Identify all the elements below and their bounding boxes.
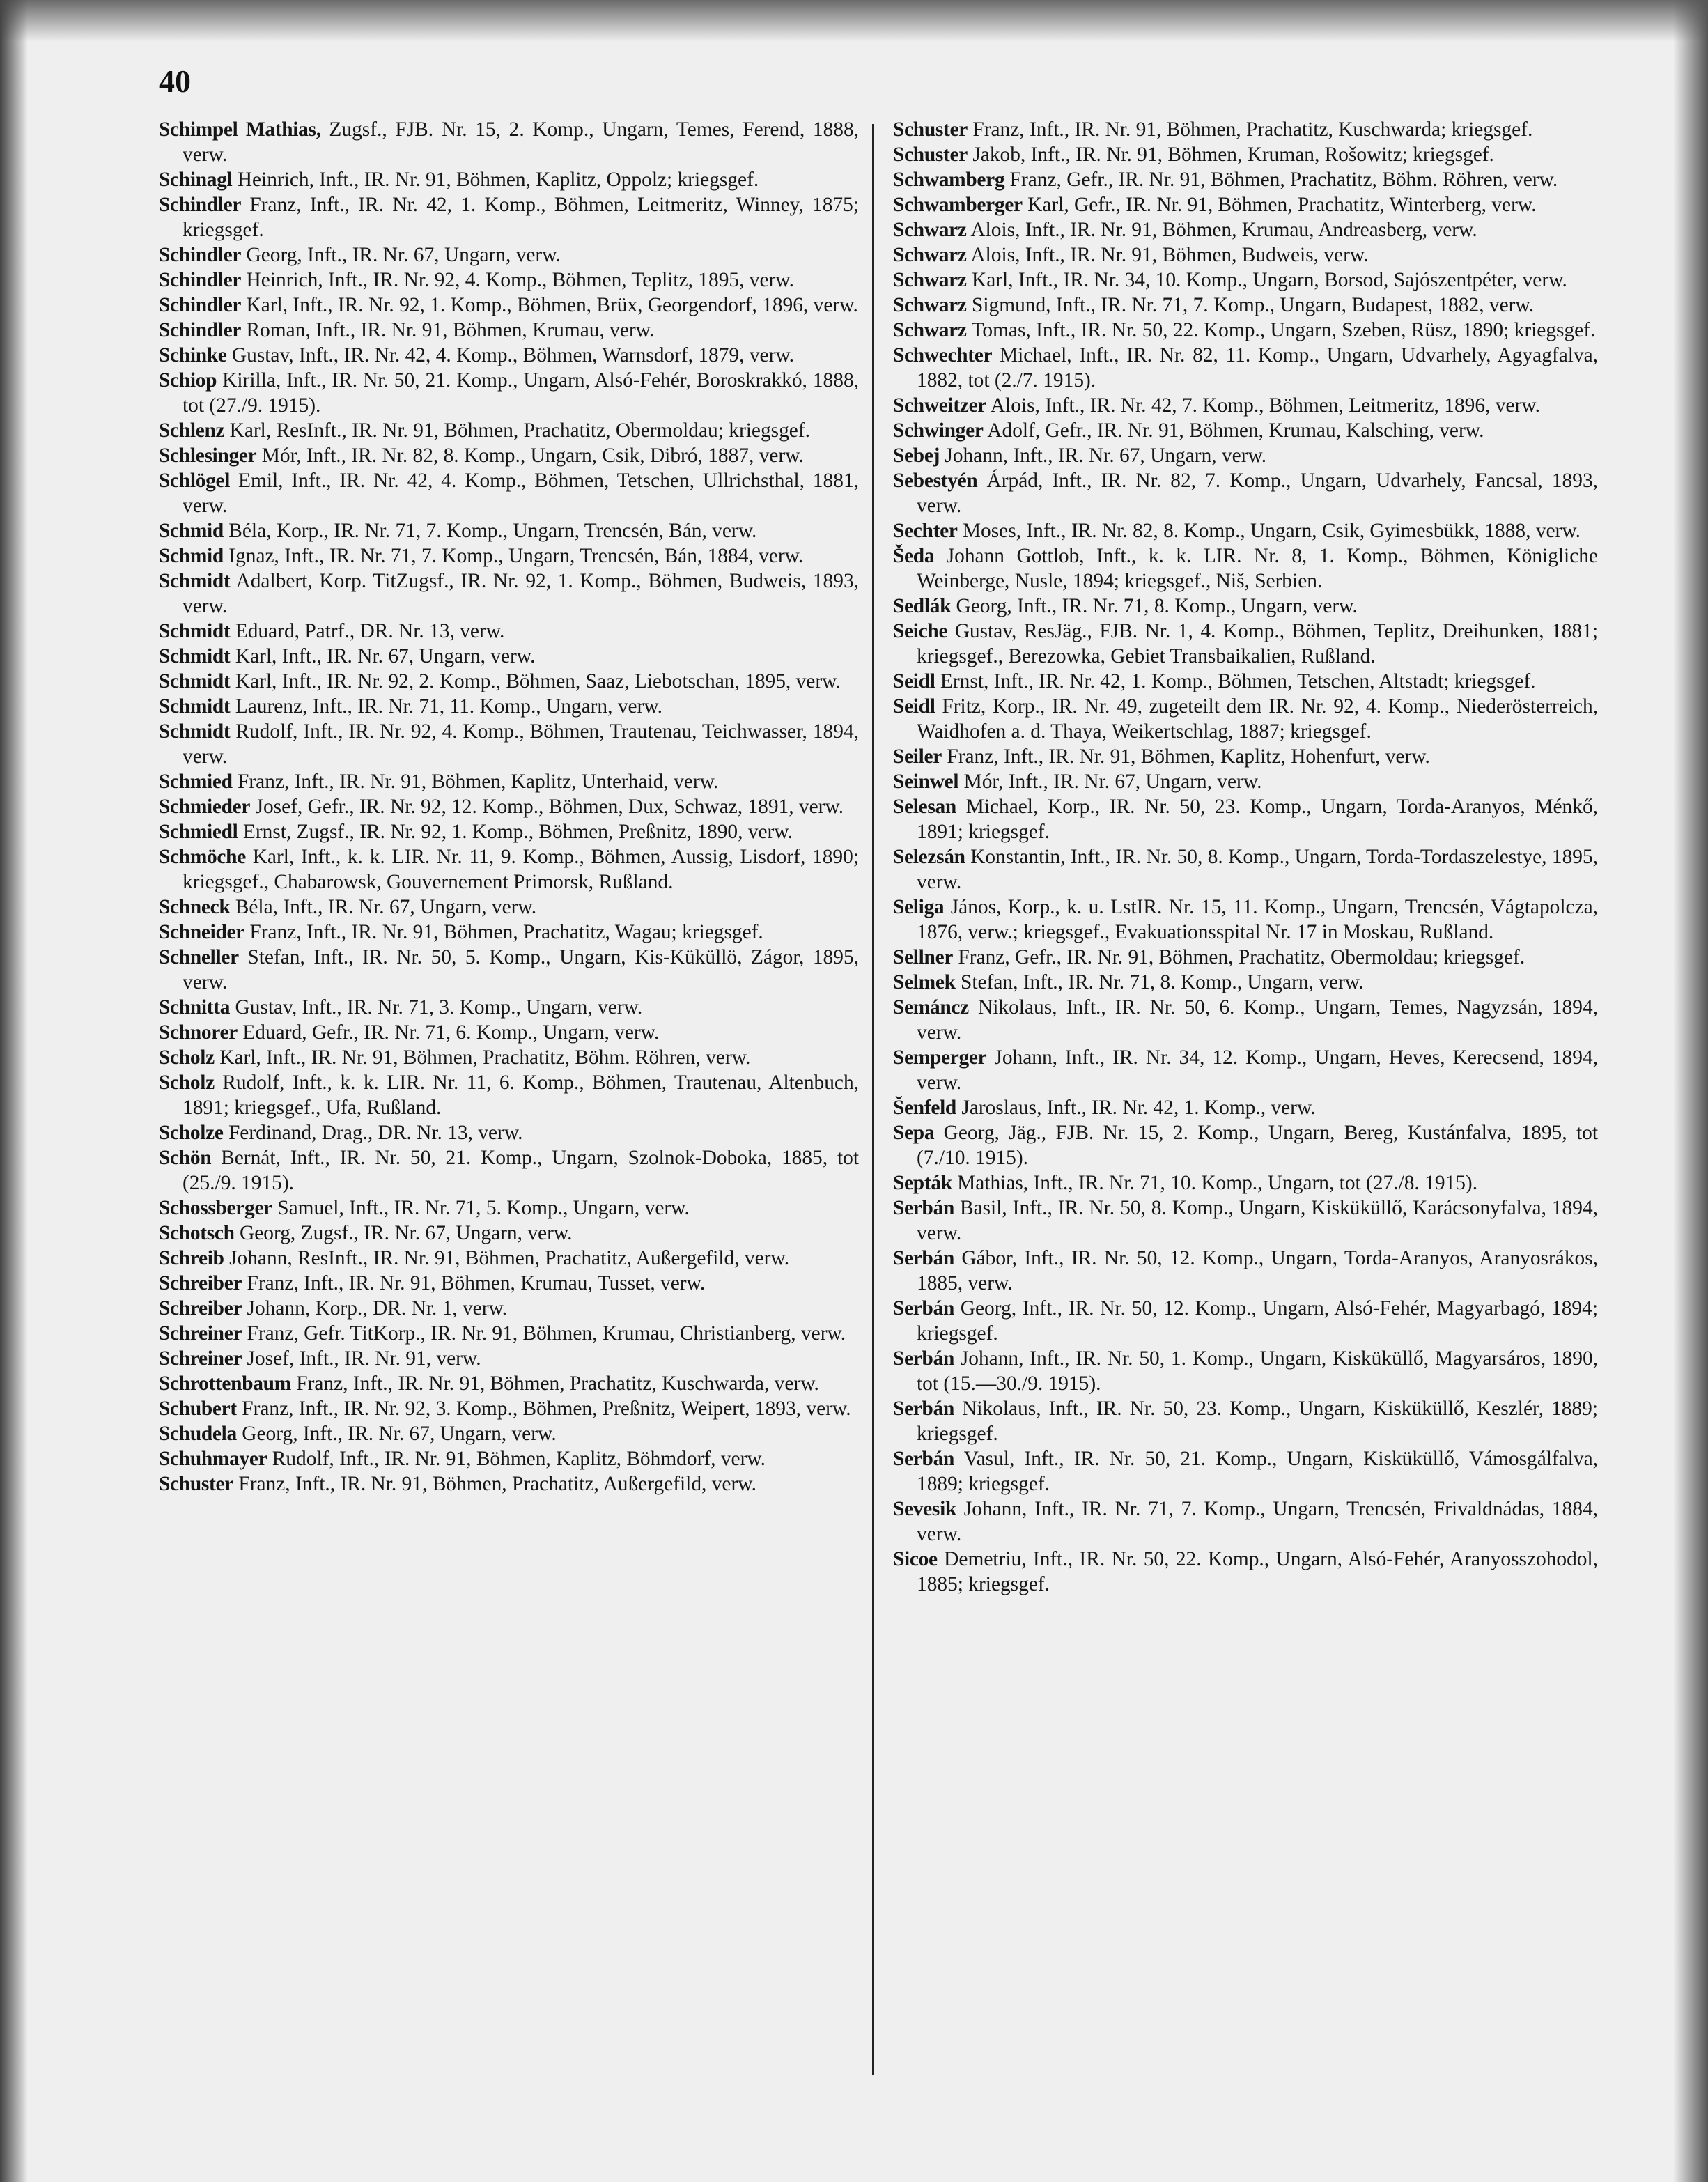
- list-entry: [159, 1371, 859, 1396]
- entry-details: Karl, Inft., IR. Nr. 67, Ungarn, verw.: [230, 645, 536, 667]
- entry-surname: Serbán: [893, 1247, 955, 1269]
- entry-surname: Seidl: [893, 670, 935, 692]
- list-entry: [159, 1196, 859, 1221]
- list-entry: [159, 669, 859, 694]
- entry-surname: Schön: [159, 1147, 212, 1169]
- entry-details: Bernát, Inft., IR. Nr. 50, 21. Komp., Ungarn, Szolnok-Doboka, 1885, tot (25./9. 1915).: [183, 1147, 859, 1194]
- entry-surname: Schreiner: [159, 1322, 242, 1345]
- list-entry: [893, 769, 1598, 794]
- list-entry: [159, 1471, 859, 1496]
- list-entry: [893, 844, 1598, 895]
- column-divider: [872, 124, 874, 2075]
- entry-surname: Serbán: [893, 1448, 955, 1470]
- entry-details: Georg, Inft., IR. Nr. 71, 8. Komp., Ungarn, verw.: [951, 595, 1358, 617]
- entry-details: Jaroslaus, Inft., IR. Nr. 42, 1. Komp., verw.: [956, 1097, 1316, 1119]
- entry-details: Ferdinand, Drag., DR. Nr. 13, verw.: [223, 1122, 523, 1144]
- list-entry: [159, 694, 859, 719]
- entry-details: Franz, Gefr. TitKorp., IR. Nr. 91, Böhmen, Krumau, Christianberg, verw.: [242, 1322, 846, 1345]
- entry-surname: Schmidt: [159, 645, 231, 667]
- list-entry: [159, 268, 859, 293]
- list-entry: [159, 1070, 859, 1120]
- entry-surname: Schmidt: [159, 670, 231, 692]
- scan-shadow-left: [0, 0, 28, 2182]
- entry-surname: Serbán: [893, 1398, 955, 1420]
- entry-surname: Šeda: [893, 545, 935, 567]
- entry-details: Johann, Inft., IR. Nr. 71, 7. Komp., Ungarn, Trencsén, Frivaldnádas, 1884, verw.: [917, 1498, 1598, 1545]
- entry-surname: Sedlák: [893, 595, 952, 617]
- entry-details: Mór, Inft., IR. Nr. 82, 8. Komp., Ungarn, Csik, Dibró, 1887, verw.: [256, 444, 804, 467]
- entry-surname: Serbán: [893, 1347, 955, 1370]
- entry-details: Johann, Inft., IR. Nr. 67, Ungarn, verw.: [940, 444, 1267, 467]
- entry-details: Karl, Inft., IR. Nr. 92, 1. Komp., Böhmen, Brüx, Georgendorf, 1896, verw.: [241, 294, 858, 316]
- list-entry: [159, 1145, 859, 1196]
- list-entry: [893, 1246, 1598, 1296]
- entry-surname: Schreiber: [159, 1297, 242, 1320]
- left-column: [159, 117, 859, 1496]
- list-entry: [159, 293, 859, 318]
- list-entry: [893, 468, 1598, 518]
- list-entry: [893, 1446, 1598, 1496]
- entry-details: Johann, Korp., DR. Nr. 1, verw.: [242, 1297, 508, 1320]
- page-number: 40: [159, 63, 191, 99]
- entry-surname: Schwarz: [893, 219, 967, 241]
- list-entry: [893, 594, 1598, 619]
- entry-details: Zugsf., FJB. Nr. 15, 2. Komp., Ungarn, Temes, Ferend, 1888, verw.: [183, 118, 859, 166]
- entry-surname: Scholze: [159, 1122, 224, 1144]
- entry-details: Ernst, Inft., IR. Nr. 42, 1. Komp., Böhmen, Tetschen, Altstadt; kriegsgef.: [935, 670, 1536, 692]
- entry-surname: Schlesinger: [159, 444, 257, 467]
- entry-surname: Schmid: [159, 545, 224, 567]
- entry-surname: Schinagl: [159, 169, 233, 191]
- entry-details: Mór, Inft., IR. Nr. 67, Ungarn, verw.: [958, 771, 1262, 793]
- entry-surname: Sicoe: [893, 1548, 938, 1570]
- entry-surname: Septák: [893, 1172, 952, 1194]
- entry-details: Nikolaus, Inft., IR. Nr. 50, 6. Komp., Ungarn, Temes, Nagyzsán, 1894, verw.: [917, 996, 1598, 1044]
- entry-details: Alois, Inft., IR. Nr. 42, 7. Komp., Böhmen, Leitmeritz, 1896, verw.: [986, 394, 1540, 417]
- entry-details: Eduard, Gefr., IR. Nr. 71, 6. Komp., Ungarn, verw.: [237, 1021, 660, 1044]
- entry-details: Franz, Inft., IR. Nr. 91, Böhmen, Prachatitz, Wagau; kriegsgef.: [244, 921, 763, 943]
- list-entry: [159, 192, 859, 242]
- entry-surname: Schmiedl: [159, 821, 238, 843]
- list-entry: [893, 895, 1598, 945]
- list-entry: [159, 1120, 859, 1145]
- entry-details: Emil, Inft., IR. Nr. 42, 4. Komp., Böhmen, Tetschen, Ullrichsthal, 1881, verw.: [183, 470, 859, 517]
- list-entry: [893, 1296, 1598, 1346]
- entry-surname: Schotsch: [159, 1222, 235, 1244]
- entry-details: Franz, Inft., IR. Nr. 91, Böhmen, Prachatitz, Kuschwarda; kriegsgef.: [968, 118, 1533, 141]
- entry-details: Sigmund, Inft., IR. Nr. 71, 7. Komp., Ungarn, Budapest, 1882, verw.: [966, 294, 1535, 316]
- entry-details: Georg, Inft., IR. Nr. 50, 12. Komp., Ungarn, Alsó-Fehér, Magyarbagó, 1894; kriegsgef.: [917, 1297, 1598, 1345]
- list-entry: [893, 694, 1598, 744]
- entry-surname: Sebej: [893, 444, 940, 467]
- list-entry: [159, 644, 859, 669]
- entry-surname: Schmidt: [159, 620, 231, 642]
- entry-details: Georg, Jäg., FJB. Nr. 15, 2. Komp., Ungarn, Bereg, Kustánfalva, 1895, tot (7./10. 1915).: [917, 1122, 1598, 1169]
- right-column: [893, 117, 1598, 1597]
- list-entry: [893, 794, 1598, 844]
- entry-details: Tomas, Inft., IR. Nr. 50, 22. Komp., Ungarn, Szeben, Rüsz, 1890; kriegsgef.: [966, 319, 1596, 341]
- entry-surname: Schmöche: [159, 846, 246, 868]
- list-entry: [159, 1321, 859, 1346]
- list-entry: [893, 619, 1598, 669]
- entry-surname: Schwechter: [893, 344, 993, 366]
- entry-surname: Sechter: [893, 520, 958, 542]
- entry-details: Franz, Inft., IR. Nr. 42, 1. Komp., Böhmen, Leitmeritz, Winney, 1875; kriegsgef.: [183, 194, 859, 241]
- entry-surname: Schweitzer: [893, 394, 987, 417]
- entry-details: Johann, Inft., IR. Nr. 34, 12. Komp., Ungarn, Heves, Kerecsend, 1894, verw.: [917, 1046, 1598, 1094]
- list-entry: [893, 1045, 1598, 1095]
- list-entry: [159, 995, 859, 1020]
- entry-details: Franz, Inft., IR. Nr. 92, 3. Komp., Böhmen, Preßnitz, Weipert, 1893, verw.: [236, 1398, 851, 1420]
- entry-surname: Schuster: [893, 144, 968, 166]
- list-entry: [893, 1346, 1598, 1396]
- entry-surname: Semáncz: [893, 996, 969, 1019]
- entry-details: Karl, Gefr., IR. Nr. 91, Böhmen, Prachatitz, Winterberg, verw.: [1022, 194, 1537, 216]
- entry-surname: Schuster: [159, 1473, 233, 1495]
- entry-surname: Schwarz: [893, 319, 967, 341]
- entry-surname: Schmied: [159, 771, 233, 793]
- entry-surname: Serbán: [893, 1297, 955, 1320]
- entry-surname: Šenfeld: [893, 1097, 956, 1119]
- list-entry: [159, 619, 859, 644]
- entry-details: Eduard, Patrf., DR. Nr. 13, verw.: [230, 620, 505, 642]
- list-entry: [893, 669, 1598, 694]
- list-entry: [893, 443, 1598, 468]
- list-entry: [893, 1396, 1598, 1446]
- entry-details: Alois, Inft., IR. Nr. 91, Böhmen, Krumau, Andreasberg, verw.: [966, 219, 1477, 241]
- entry-surname: Schiop: [159, 369, 217, 392]
- list-entry: [159, 242, 859, 268]
- entry-details: Michael, Inft., IR. Nr. 82, 11. Komp., Ungarn, Udvarhely, Agyagfalva, 1882, tot (2./7. 1915).: [917, 344, 1598, 392]
- entry-surname: Selmek: [893, 971, 956, 993]
- scan-shadow-right: [1673, 0, 1708, 2182]
- entry-details: Josef, Gefr., IR. Nr. 92, 12. Komp., Böhmen, Dux, Schwaz, 1891, verw.: [250, 796, 844, 818]
- entry-details: Nikolaus, Inft., IR. Nr. 50, 23. Komp., Ungarn, Kisküküllő, Keszlér, 1889; kriegsgef.: [917, 1398, 1598, 1445]
- list-entry: [893, 293, 1598, 318]
- list-entry: [893, 318, 1598, 343]
- entry-details: Franz, Inft., IR. Nr. 91, Böhmen, Kaplitz, Hohenfurt, verw.: [942, 745, 1430, 768]
- list-entry: [893, 744, 1598, 769]
- list-entry: [159, 343, 859, 368]
- entry-details: Roman, Inft., IR. Nr. 91, Böhmen, Krumau, verw.: [241, 319, 655, 341]
- entry-surname: Schwarz: [893, 294, 967, 316]
- entry-details: Adalbert, Korp. TitZugsf., IR. Nr. 92, 1. Komp., Böhmen, Budweis, 1893, verw.: [183, 570, 859, 617]
- list-entry: [159, 568, 859, 619]
- entry-details: Samuel, Inft., IR. Nr. 71, 5. Komp., Ungarn, verw.: [272, 1197, 690, 1219]
- entry-details: Vasul, Inft., IR. Nr. 50, 21. Komp., Ungarn, Kisküküllő, Vámosgálfalva, 1889; kriegsgef.: [917, 1448, 1598, 1495]
- entry-details: Laurenz, Inft., IR. Nr. 71, 11. Komp., Ungarn, verw.: [230, 695, 663, 718]
- entry-details: Alois, Inft., IR. Nr. 91, Böhmen, Budweis, verw.: [966, 244, 1369, 266]
- entry-details: Heinrich, Inft., IR. Nr. 91, Böhmen, Kaplitz, Oppolz; kriegsgef.: [232, 169, 759, 191]
- entry-surname: Selesan: [893, 796, 956, 818]
- entry-surname: Schreiner: [159, 1347, 242, 1370]
- list-entry: [159, 945, 859, 995]
- entry-details: Konstantin, Inft., IR. Nr. 50, 8. Komp., Ungarn, Torda-Tordaszelestye, 1895, verw.: [917, 846, 1598, 893]
- entry-surname: Scholz: [159, 1046, 215, 1069]
- entry-surname: Schmieder: [159, 796, 251, 818]
- entry-details: Georg, Inft., IR. Nr. 67, Ungarn, verw.: [236, 1423, 557, 1445]
- entry-details: Franz, Inft., IR. Nr. 91, Böhmen, Prachatitz, Kuschwarda, verw.: [290, 1372, 819, 1395]
- entry-surname: Schindler: [159, 319, 242, 341]
- list-entry: [159, 1045, 859, 1070]
- list-entry: [159, 443, 859, 468]
- list-entry: [159, 368, 859, 418]
- entry-surname: Schwamberg: [893, 169, 1005, 191]
- entry-details: Johann Gottlob, Inft., k. k. LIR. Nr. 8, 1. Komp., Böhmen, Königliche Weinberge, Nusle, 1894; kriegsgef., Niš, Serbien.: [917, 545, 1598, 592]
- entry-details: Rudolf, Inft., k. k. LIR. Nr. 11, 6. Komp., Böhmen, Trautenau, Altenbuch, 1891; kriegsgef., Ufa, Rußland.: [183, 1071, 859, 1119]
- entry-surname: Schindler: [159, 244, 242, 266]
- entry-details: Gábor, Inft., IR. Nr. 50, 12. Komp., Ungarn, Torda-Aranyos, Aranyosrákos, 1885, verw.: [917, 1247, 1598, 1294]
- entry-surname: Schwarz: [893, 244, 967, 266]
- entry-surname: Seinwel: [893, 771, 959, 793]
- entry-surname: Sevesik: [893, 1498, 956, 1520]
- list-entry: [893, 1547, 1598, 1597]
- entry-details: Karl, Inft., IR. Nr. 91, Böhmen, Prachatitz, Böhm. Röhren, verw.: [214, 1046, 751, 1069]
- entry-surname: Schneider: [159, 921, 245, 943]
- entry-surname: Schnitta: [159, 996, 231, 1019]
- entry-surname: Schmid: [159, 520, 224, 542]
- entry-details: Rudolf, Inft., IR. Nr. 91, Böhmen, Kaplitz, Böhmdorf, verw.: [267, 1448, 766, 1470]
- entry-surname: Schindler: [159, 294, 242, 316]
- list-entry: [159, 1421, 859, 1446]
- entry-surname: Sepa: [893, 1122, 935, 1144]
- entry-surname: Schneck: [159, 896, 231, 918]
- list-entry: [893, 995, 1598, 1045]
- list-entry: [893, 217, 1598, 242]
- entry-surname: Serbán: [893, 1197, 955, 1219]
- list-entry: [893, 242, 1598, 268]
- entry-details: Ignaz, Inft., IR. Nr. 71, 7. Komp., Ungarn, Trencsén, Bán, 1884, verw.: [223, 545, 804, 567]
- list-entry: [159, 1221, 859, 1246]
- entry-surname: Schossberger: [159, 1197, 272, 1219]
- entry-surname: Scholz: [159, 1071, 215, 1094]
- list-entry: [159, 543, 859, 568]
- entry-details: Gustav, ResJäg., FJB. Nr. 1, 4. Komp., Böhmen, Teplitz, Dreihunken, 1881; kriegsgef., Berezowka, Gebiet Transbaikalien, Rußland.: [917, 620, 1598, 667]
- list-entry: [159, 1271, 859, 1296]
- entry-surname: Seidl: [893, 695, 935, 718]
- entry-details: Stefan, Inft., IR. Nr. 50, 5. Komp., Ungarn, Kis-Küküllö, Zágor, 1895, verw.: [183, 946, 859, 993]
- entry-surname: Semperger: [893, 1046, 987, 1069]
- entry-details: Johann, ResInft., IR. Nr. 91, Böhmen, Prachatitz, Außergefild, verw.: [224, 1247, 790, 1269]
- entry-surname: Seiler: [893, 745, 942, 768]
- entry-details: Josef, Inft., IR. Nr. 91, verw.: [242, 1347, 481, 1370]
- entry-surname: Schinke: [159, 344, 227, 366]
- entry-details: Karl, Inft., IR. Nr. 34, 10. Komp., Ungarn, Borsod, Sajószentpéter, verw.: [966, 269, 1567, 291]
- list-entry: [159, 1446, 859, 1471]
- list-entry: [159, 1020, 859, 1045]
- list-entry: [893, 1095, 1598, 1120]
- list-entry: [159, 468, 859, 518]
- entry-surname: Schuhmayer: [159, 1448, 267, 1470]
- entry-surname: Schrottenbaum: [159, 1372, 291, 1395]
- entry-surname: Schindler: [159, 194, 242, 216]
- entry-surname: Seliga: [893, 896, 945, 918]
- entry-details: Béla, Korp., IR. Nr. 71, 7. Komp., Ungarn, Trencsén, Bán, verw.: [223, 520, 757, 542]
- entry-details: Franz, Inft., IR. Nr. 91, Böhmen, Krumau, Tusset, verw.: [242, 1272, 706, 1294]
- list-entry: [893, 1170, 1598, 1196]
- list-entry: [159, 794, 859, 819]
- entry-surname: Schreib: [159, 1247, 224, 1269]
- entry-details: Franz, Gefr., IR. Nr. 91, Böhmen, Prachatitz, Böhm. Röhren, verw.: [1004, 169, 1558, 191]
- entry-details: Karl, Inft., IR. Nr. 92, 2. Komp., Böhmen, Saaz, Liebotschan, 1895, verw.: [230, 670, 841, 692]
- entry-details: Georg, Zugsf., IR. Nr. 67, Ungarn, verw.: [234, 1222, 573, 1244]
- list-entry: [159, 1396, 859, 1421]
- list-entry: [159, 1246, 859, 1271]
- entry-details: Georg, Inft., IR. Nr. 67, Ungarn, verw.: [241, 244, 561, 266]
- entry-details: Fritz, Korp., IR. Nr. 49, zugeteilt dem IR. Nr. 92, 4. Komp., Niederösterreich, Waidhofen a. d. Thaya, Weikertschlag, 1887; kriegsgef.: [917, 695, 1598, 743]
- list-entry: [893, 945, 1598, 970]
- list-entry: [893, 970, 1598, 995]
- list-entry: [893, 142, 1598, 167]
- entry-details: Gustav, Inft., IR. Nr. 71, 3. Komp., Ungarn, verw.: [230, 996, 643, 1019]
- entry-surname: Schmidt: [159, 695, 231, 718]
- entry-details: Gustav, Inft., IR. Nr. 42, 4. Komp., Böhmen, Warnsdorf, 1879, verw.: [226, 344, 795, 366]
- entry-details: Karl, ResInft., IR. Nr. 91, Böhmen, Prachatitz, Obermoldau; kriegsgef.: [224, 419, 810, 442]
- list-entry: [159, 167, 859, 192]
- entry-surname: Schwarz: [893, 269, 967, 291]
- entry-details: Franz, Inft., IR. Nr. 91, Böhmen, Prachatitz, Außergefild, verw.: [233, 1473, 756, 1495]
- list-entry: [159, 1346, 859, 1371]
- list-entry: [159, 117, 859, 167]
- list-entry: [893, 1496, 1598, 1547]
- entry-surname: Schwinger: [893, 419, 984, 442]
- list-entry: [893, 518, 1598, 543]
- scan-shadow-top: [0, 0, 1708, 42]
- list-entry: [893, 343, 1598, 393]
- entry-surname: Schmidt: [159, 570, 231, 592]
- list-entry: [893, 167, 1598, 192]
- entry-details: Rudolf, Inft., IR. Nr. 92, 4. Komp., Böhmen, Trautenau, Teichwasser, 1894, verw.: [183, 720, 859, 768]
- entry-details: Heinrich, Inft., IR. Nr. 92, 4. Komp., Böhmen, Teplitz, 1895, verw.: [241, 269, 794, 291]
- entry-details: Jakob, Inft., IR. Nr. 91, Böhmen, Kruman, Rošowitz; kriegsgef.: [968, 144, 1494, 166]
- entry-surname: Schlenz: [159, 419, 225, 442]
- list-entry: [893, 543, 1598, 594]
- list-entry: [159, 769, 859, 794]
- entry-details: Franz, Inft., IR. Nr. 91, Böhmen, Kaplitz, Unterhaid, verw.: [232, 771, 719, 793]
- entry-surname: Schimpel Mathias,: [159, 118, 321, 141]
- entry-surname: Schmidt: [159, 720, 231, 743]
- list-entry: [159, 895, 859, 920]
- list-entry: [159, 518, 859, 543]
- entry-details: Béla, Inft., IR. Nr. 67, Ungarn, verw.: [230, 896, 537, 918]
- entry-surname: Schuster: [893, 118, 968, 141]
- list-entry: [159, 819, 859, 844]
- entry-surname: Schudela: [159, 1423, 237, 1445]
- list-entry: [159, 719, 859, 769]
- list-entry: [893, 418, 1598, 443]
- entry-details: Karl, Inft., k. k. LIR. Nr. 11, 9. Komp., Böhmen, Aussig, Lisdorf, 1890; kriegsgef., Chabarowsk, Gouvernement Primorsk, Rußland.: [183, 846, 859, 893]
- entry-details: Stefan, Inft., IR. Nr. 71, 8. Komp., Ungarn, verw.: [955, 971, 1364, 993]
- entry-surname: Schubert: [159, 1398, 237, 1420]
- entry-details: Demetriu, Inft., IR. Nr. 50, 22. Komp., Ungarn, Alsó-Fehér, Aranyosszohodol, 1885; kriegsgef.: [917, 1548, 1598, 1595]
- list-entry: [893, 268, 1598, 293]
- entry-details: Moses, Inft., IR. Nr. 82, 8. Komp., Ungarn, Csik, Gyimesbükk, 1888, verw.: [957, 520, 1581, 542]
- list-entry: [159, 418, 859, 443]
- list-entry: [893, 393, 1598, 418]
- list-entry: [159, 920, 859, 945]
- entry-details: Árpád, Inft., IR. Nr. 82, 7. Komp., Ungarn, Udvarhely, Fancsal, 1893, verw.: [917, 470, 1598, 517]
- entry-details: Basil, Inft., IR. Nr. 50, 8. Komp., Ungarn, Kisküküllő, Karácsonyfalva, 1894, verw.: [917, 1197, 1598, 1244]
- list-entry: [159, 844, 859, 895]
- entry-details: Michael, Korp., IR. Nr. 50, 23. Komp., Ungarn, Torda-Aranyos, Ménkő, 1891; kriegsgef.: [917, 796, 1598, 843]
- list-entry: [159, 1296, 859, 1321]
- entry-surname: Schneller: [159, 946, 239, 968]
- list-entry: [893, 117, 1598, 142]
- entry-details: Franz, Gefr., IR. Nr. 91, Böhmen, Prachatitz, Obermoldau; kriegsgef.: [953, 946, 1525, 968]
- entry-surname: Sellner: [893, 946, 954, 968]
- list-entry: [893, 1120, 1598, 1170]
- entry-details: János, Korp., k. u. LstIR. Nr. 15, 11. Komp., Ungarn, Trencsén, Vágtapolcza, 1876, verw.; kriegsgef., Evakuationsspital Nr. 17 in Moskau, Rußland.: [917, 896, 1598, 943]
- entry-details: Mathias, Inft., IR. Nr. 71, 10. Komp., Ungarn, tot (27./8. 1915).: [952, 1172, 1478, 1194]
- entry-surname: Schlögel: [159, 470, 231, 492]
- entry-surname: Seiche: [893, 620, 948, 642]
- list-entry: [893, 1196, 1598, 1246]
- entry-details: Adolf, Gefr., IR. Nr. 91, Böhmen, Krumau, Kalsching, verw.: [983, 419, 1484, 442]
- entry-surname: Sebestyén: [893, 470, 978, 492]
- entry-surname: Selezsán: [893, 846, 965, 868]
- entry-details: Kirilla, Inft., IR. Nr. 50, 21. Komp., Ungarn, Alsó-Fehér, Boroskrakkó, 1888, tot (27./9. 1915).: [183, 369, 859, 417]
- entry-surname: Schindler: [159, 269, 242, 291]
- entry-details: Johann, Inft., IR. Nr. 50, 1. Komp., Ungarn, Kisküküllő, Magyarsáros, 1890, tot (15.—30./9. 1915).: [917, 1347, 1598, 1395]
- entry-surname: Schnorer: [159, 1021, 238, 1044]
- entry-surname: Schreiber: [159, 1272, 242, 1294]
- list-entry: [159, 318, 859, 343]
- list-entry: [893, 192, 1598, 217]
- entry-details: Ernst, Zugsf., IR. Nr. 92, 1. Komp., Böhmen, Preßnitz, 1890, verw.: [238, 821, 793, 843]
- entry-surname: Schwamberger: [893, 194, 1023, 216]
